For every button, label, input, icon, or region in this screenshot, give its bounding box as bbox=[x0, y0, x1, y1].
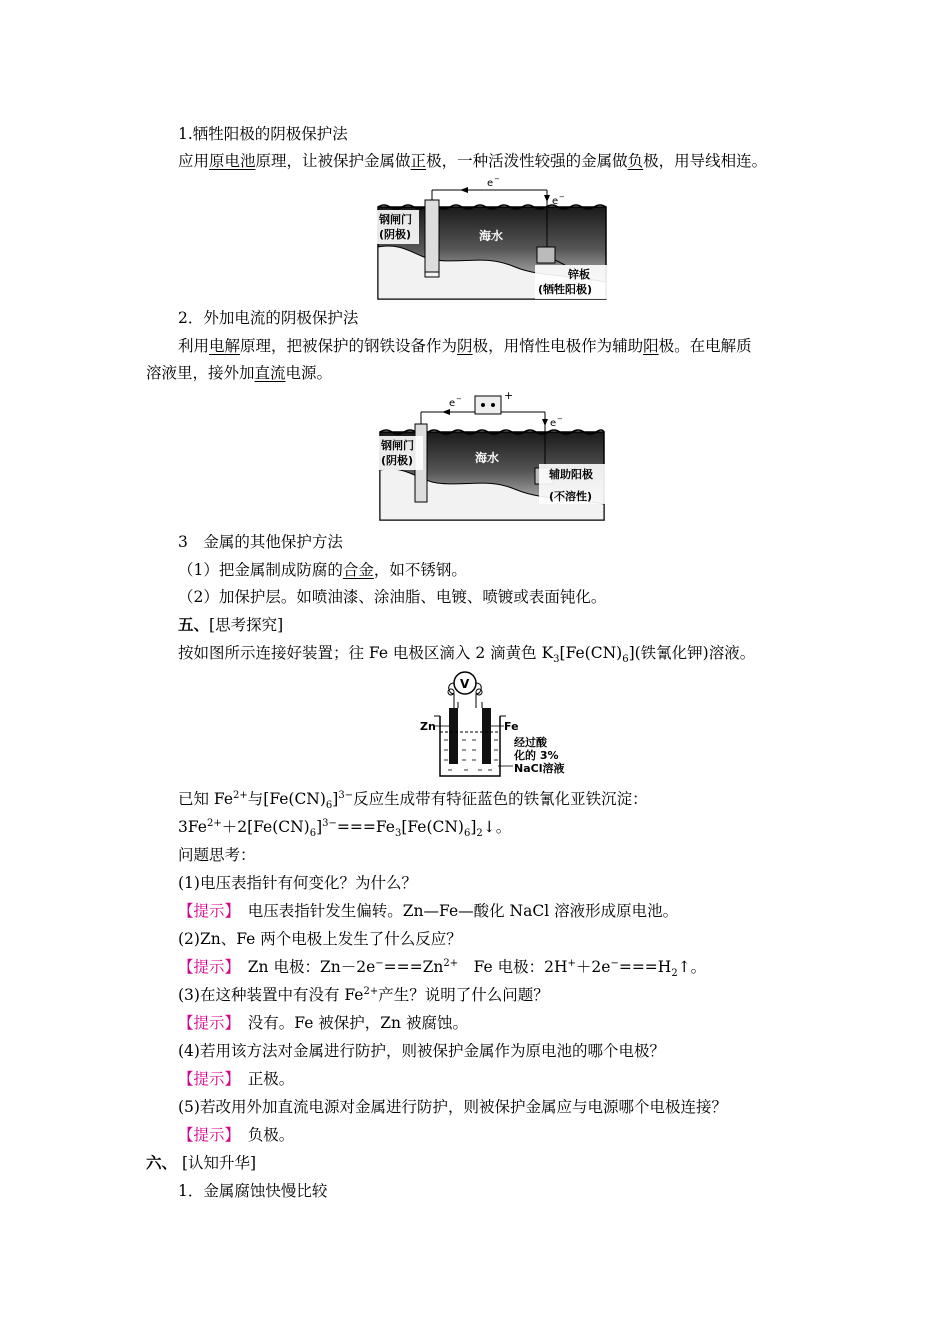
question-5: (5)若改用外加直流电源对金属进行防护，则被保护金属应与电源哪个电极连接？ bbox=[178, 1098, 727, 1116]
section-heading-impressed-current: 2．外加电流的阴极保护法 bbox=[178, 309, 359, 327]
hint-label: 【提示】 bbox=[178, 1126, 233, 1144]
label-sacrificial-anode: (牺牲阳极) bbox=[538, 283, 593, 296]
answer-5: 【提示】 负极。 bbox=[178, 1126, 295, 1144]
paragraph-known: 已知 $Fe^{2+}$与$[Fe(CN)_6]^{3-}$反应生成带有特征蓝色的铁氰化亚铁沉淀： bbox=[178, 789, 648, 812]
hint-label: 【提示】 bbox=[178, 1014, 233, 1032]
hint-label: 【提示】 bbox=[178, 958, 233, 976]
voltmeter-label: V bbox=[460, 677, 470, 691]
electrode-fe-label: Fe bbox=[504, 720, 519, 733]
svg-text:−: − bbox=[456, 395, 462, 403]
electron-label-left: e bbox=[487, 178, 494, 189]
label-gate: 钢闸门 bbox=[381, 439, 414, 452]
hint-label: 【提示】 bbox=[178, 902, 233, 920]
electron-label-left: e bbox=[449, 398, 456, 409]
terminal-plus: + bbox=[504, 390, 514, 402]
equation-precipitate: $3Fe^{2+}+2[Fe(CN)_6]^{3-}===Fe_3[Fe(CN)_6]_2↓$。 bbox=[178, 817, 512, 840]
hint-label: 【提示】 bbox=[178, 1070, 233, 1088]
svg-text:−: − bbox=[494, 175, 500, 183]
section-heading-other-methods: 3 金属的其他保护方法 bbox=[178, 533, 343, 551]
figure-galvanic-cell bbox=[418, 668, 578, 783]
section-heading-thinking: 五、[思考探究] bbox=[178, 615, 284, 634]
figure-impressed-current bbox=[377, 390, 607, 522]
paragraph-sacrificial-anode: 应用原电池原理，让被保护金属做正极，一种活泼性较强的金属做负极，用导线相连。 bbox=[178, 152, 768, 170]
electron-label-right: e bbox=[552, 196, 559, 207]
questions-title: 问题思考： bbox=[178, 846, 256, 864]
svg-text:−: − bbox=[557, 415, 563, 423]
label-cathode: (阴极) bbox=[379, 228, 412, 241]
question-3: (3)在这种装置中有没有 $Fe^{2+}$产生？说明了什么问题？ bbox=[178, 985, 549, 1004]
answer-4: 【提示】 正极。 bbox=[178, 1070, 295, 1088]
question-2: (2)Zn、Fe 两个电极上发生了什么反应？ bbox=[178, 930, 462, 948]
label-zinc-plate: 锌板 bbox=[568, 268, 590, 281]
label-gate: 钢闸门 bbox=[379, 213, 412, 226]
list-item-corrosion-rate: 1．金属腐蚀快慢比较 bbox=[178, 1182, 328, 1200]
answer-2: 【提示】 Zn 电极：$Zn-2e^-===Zn^{2+}$ Fe 电极：$2H^++2e^-===H_2↑$。 bbox=[178, 957, 707, 980]
label-auxiliary-anode: 辅助阳极 bbox=[549, 468, 593, 481]
electron-label-right: e bbox=[550, 418, 557, 429]
list-item-protective-layer: （2）加保护层。如喷油漆、涂油脂、电镀、喷镀或表面钝化。 bbox=[178, 588, 607, 606]
label-seawater: 海水 bbox=[479, 229, 504, 243]
label-seawater: 海水 bbox=[475, 451, 500, 465]
paragraph-impressed-current-cont: 溶液里，接外加直流电源。 bbox=[146, 364, 333, 382]
paragraph-impressed-current: 利用电解原理，把被保护的钢铁设备作为阴极，用惰性电极作为辅助阳极。在电解质 bbox=[178, 337, 752, 355]
section-heading-sacrificial-anode: 1.牺牲阳极的阴极保护法 bbox=[178, 125, 348, 143]
answer-3: 【提示】 没有。Fe 被保护，Zn 被腐蚀。 bbox=[178, 1014, 468, 1032]
figure-sacrificial-anode bbox=[375, 172, 610, 302]
solution-label-2: 化的 3% bbox=[514, 749, 559, 762]
svg-text:−: − bbox=[559, 193, 565, 201]
label-cathode: (阴极) bbox=[381, 454, 414, 467]
paragraph-setup-instruction: 按如图所示连接好装置；往 Fe 电极区滴入 2 滴黄色 $K_3[Fe(CN)_6]$(铁氰化钾)溶液。 bbox=[178, 644, 756, 666]
electrode-zn-label: Zn bbox=[420, 720, 436, 733]
solution-label-3: NaCl溶液 bbox=[514, 762, 565, 775]
solution-label-1: 经过酸 bbox=[514, 736, 547, 749]
list-item-alloy: （1）把金属制成防腐的合金，如不锈钢。 bbox=[178, 561, 467, 579]
answer-1: 【提示】 电压表指针发生偏转。Zn—Fe—酸化 NaCl 溶液形成原电池。 bbox=[178, 902, 679, 920]
question-4: (4)若用该方法对金属进行防护，则被保护金属作为原电池的哪个电极？ bbox=[178, 1042, 665, 1060]
label-insoluble: (不溶性) bbox=[549, 490, 593, 503]
section-heading-cognition: 六、 [认知升华] bbox=[146, 1153, 257, 1172]
question-1: (1)电压表指针有何变化？为什么？ bbox=[178, 874, 417, 892]
